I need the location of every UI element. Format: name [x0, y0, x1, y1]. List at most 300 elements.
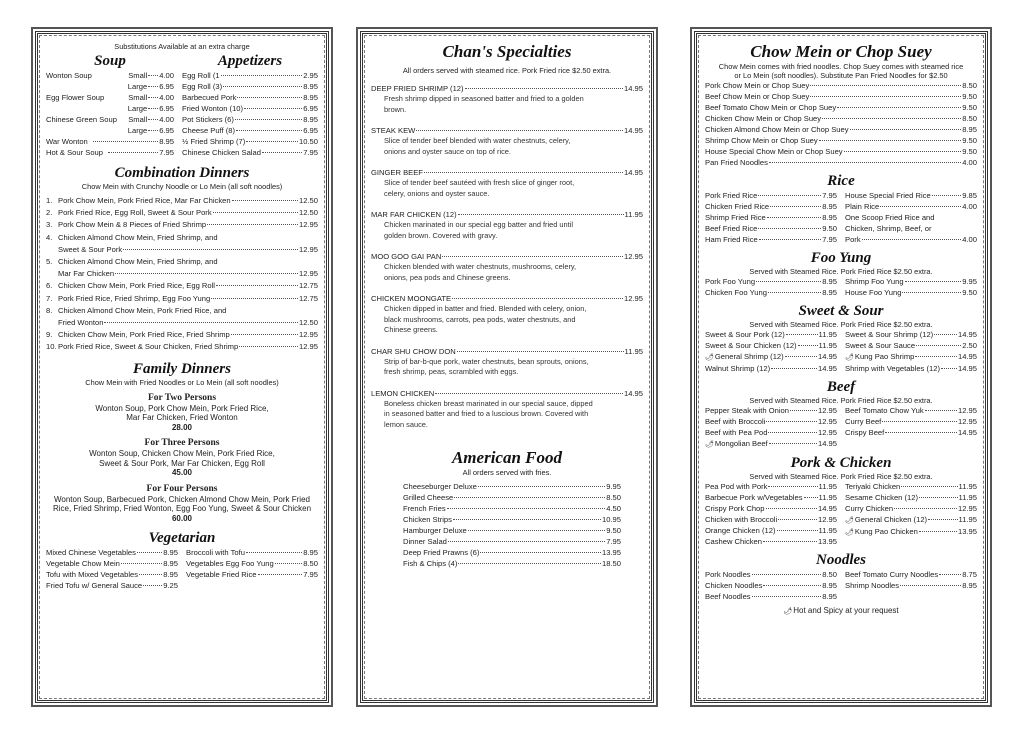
combination-number: 9.: [46, 330, 53, 340]
item-name: Kung Pao Chicken: [854, 527, 918, 536]
pork-chicken-title: Pork & Chicken: [790, 455, 892, 471]
chili-pepper-icon: 🌶︎: [845, 517, 854, 524]
item-price: 8.95: [822, 213, 837, 222]
item-name: Vegetables Egg Foo Yung: [186, 559, 274, 569]
combination-text: Chicken Almond Chow Mein, Fried Shrimp, and: [58, 232, 218, 242]
item-name: Shrimp Noodles: [845, 581, 900, 590]
family-price: 60.00: [171, 513, 193, 523]
combination-text: Pork Chow Mein, Pork Fried Rice, Mar Far Chicken: [58, 196, 231, 205]
menu-row: [845, 492, 977, 503]
item-price: 14.95: [817, 439, 837, 448]
specialty-row: [371, 125, 643, 136]
menu-row: [46, 547, 178, 558]
item-name: Cashew Chicken: [705, 537, 762, 546]
menu-row: [705, 503, 837, 514]
item-price: 8.95: [822, 581, 837, 590]
menu-row: [182, 70, 318, 81]
item-name: War Wonton: [46, 137, 88, 146]
combination-price: 12.75: [298, 281, 318, 291]
item-name: Pork Fried Rice: [705, 191, 758, 200]
menu-row: [845, 351, 977, 363]
menu-row: [705, 91, 977, 102]
combination-price: 12.75: [298, 293, 318, 303]
menu-row: [182, 103, 318, 114]
item-name: Sesame Chicken (12): [845, 493, 919, 502]
item-price: 10.50: [298, 137, 318, 146]
item-name: Barbecue Pork w/Vegetables: [705, 493, 803, 502]
item-price: 9.25: [163, 581, 178, 591]
menu-row: Chicken, Shrimp, Beef, or: [845, 224, 932, 233]
family-size-title: For Three Persons: [144, 438, 220, 449]
combination-price: 12.50: [298, 318, 318, 328]
family-items: Rice, Fried Shrimp, Fried Wonton, Egg Foo Yung, Sweet & Sour Chicken: [52, 504, 312, 514]
item-price: 9.95: [962, 277, 977, 286]
item-price: 14.95: [817, 504, 837, 513]
specialty-price: 14.95: [623, 126, 643, 135]
specialty-name: CHICKEN MOONGATE: [371, 294, 452, 303]
item-name: General Shrimp (12): [714, 352, 784, 361]
item-price: 8.95: [962, 125, 977, 134]
item-price: 10.95: [601, 515, 621, 524]
item-name: Hamburger Deluxe: [403, 526, 467, 535]
item-price: 12.95: [957, 406, 977, 415]
combination-number: 10.: [46, 342, 57, 352]
item-price: 11.95: [958, 482, 977, 491]
item-name: Barbecued Pork: [182, 93, 237, 102]
menu-row: [705, 405, 837, 416]
item-price: 8.95: [163, 570, 178, 580]
menu-row: [705, 329, 837, 340]
item-name: Chicken Noodles: [705, 581, 763, 590]
specialty-description: Slice of tender beef sautéed with fresh slice of ginger root,: [384, 178, 575, 187]
sweet-sour-list-right: [845, 329, 977, 374]
specialty-price: 14.95: [623, 388, 643, 398]
menu-row: [845, 514, 977, 526]
menu-row: [705, 525, 837, 536]
item-price: 8.95: [303, 82, 318, 91]
specialty-row: [371, 167, 643, 178]
menu-row: [705, 157, 977, 168]
menu-row: [186, 547, 318, 558]
menu-row: [845, 201, 977, 212]
item-name: Walnut Shrimp (12): [705, 364, 771, 373]
item-price: 8.95: [303, 115, 318, 124]
specialty-item: [371, 167, 643, 199]
item-price: 2.50: [962, 341, 977, 350]
item-price: 11.95: [818, 341, 837, 350]
combination-price: 12.95: [298, 330, 318, 340]
item-name: Mongolian Beef: [714, 439, 768, 448]
item-price: 6.95: [159, 126, 174, 135]
combination-number: 3.: [46, 220, 53, 230]
specialty-row: [371, 251, 643, 262]
menu-row: [845, 526, 977, 538]
specialty-description: onions and oyster sauce on top of rice.: [384, 146, 511, 156]
menu-row: [705, 113, 977, 124]
item-price: 11.95: [958, 493, 977, 502]
item-price: 6.95: [303, 104, 318, 113]
family-items: Wonton Soup, Chicken Chow Mein, Pork Fried Rice,: [89, 449, 275, 459]
foo-yung-list-left: [705, 276, 837, 298]
item-price: 9.50: [962, 92, 977, 101]
specialty-name: MOO GOO GAI PAN: [371, 252, 442, 261]
item-name: Pan Fried Noodles: [705, 158, 768, 167]
specialty-description: brown.: [384, 104, 407, 114]
combination-row: [46, 195, 318, 207]
combination-number: 6.: [46, 281, 53, 291]
item-price: 12.95: [957, 504, 977, 513]
specialty-item: [371, 293, 643, 336]
combination-text: Chicken Chow Mein, Pork Fried Rice, Egg Roll: [58, 281, 215, 291]
combination-price: 12.95: [298, 269, 318, 279]
menu-row: [705, 536, 837, 547]
item-price: 7.95: [303, 148, 318, 157]
specialty-description: Chicken dipped in batter and fried. Blended with celery, onion,: [384, 304, 587, 313]
item-name: Kung Pao Shrimp: [854, 352, 915, 361]
item-name: Egg Flower Soup: [46, 93, 105, 102]
hot-spicy-note: 🌶︎Hot and Spicy at your request: [783, 606, 899, 615]
item-name: Beef Tomato Chow Mein or Chop Suey: [705, 103, 837, 112]
item-price: 12.95: [957, 417, 977, 426]
item-name: Sweet & Sour Chicken (12): [705, 341, 797, 350]
menu-row: One Scoop Fried Rice and: [845, 213, 935, 222]
item-price: 13.95: [957, 527, 977, 536]
menu-row: [845, 481, 977, 492]
item-name: Broccoli with Tofu: [186, 548, 245, 558]
specialty-description: Chinese greens.: [384, 325, 438, 334]
item-name: Sweet & Sour Sauce: [845, 341, 916, 350]
combination-row: [46, 317, 318, 329]
item-name: General Chicken (12): [854, 515, 928, 524]
item-size: Small: [128, 93, 148, 102]
item-name: Hot & Sour Soup: [46, 148, 103, 157]
item-name: Pork Noodles: [705, 570, 751, 579]
menu-row: [845, 287, 977, 298]
item-name: Beef with Pea Pod: [705, 428, 768, 437]
item-name: Plain Rice: [845, 202, 880, 211]
menu-row: [182, 92, 318, 103]
item-price: 11.95: [818, 330, 837, 339]
noodles-list-left: [705, 569, 837, 602]
menu-row: [845, 427, 977, 438]
sweet-sour-note: Served with Steamed Rice. Pork Fried Rice $2.50 extra.: [749, 320, 933, 329]
sweet-sour-title: Sweet & Sour: [798, 303, 884, 319]
beef-list-right: [845, 405, 977, 450]
specialty-name: GINGER BEEF: [371, 168, 423, 177]
item-price: 13.95: [817, 537, 837, 546]
menu-row: [46, 92, 174, 103]
combination-number: 8.: [46, 305, 53, 315]
specialty-row: [371, 209, 643, 220]
specialty-item: [371, 346, 643, 378]
combination-number: 5.: [46, 257, 53, 267]
item-name: Teriyaki Chicken: [845, 482, 901, 491]
family-items: Mar Far Chicken, Fried Wonton: [126, 413, 238, 423]
item-price: 4.00: [159, 115, 174, 124]
menu-row: [845, 329, 977, 340]
item-name: Chinese Green Soup: [46, 115, 117, 124]
specialty-price: 14.95: [623, 168, 643, 177]
item-name: Chicken Fried Rice: [705, 202, 770, 211]
specialty-description: lemon sauce.: [384, 419, 428, 429]
menu-row: [705, 416, 837, 427]
item-name: Dinner Salad: [403, 537, 447, 546]
specialty-description: Strip of bar-b-que pork, water chestnuts, bean sprouts, onions,: [384, 356, 589, 366]
combination-row: [46, 244, 318, 256]
item-price: 9.50: [962, 288, 977, 297]
combination-text: Pork Fried Rice, Sweet & Sour Chicken, Fried Shrimp: [58, 342, 239, 352]
menu-row: [845, 363, 977, 374]
item-name: Beef Fried Rice: [705, 224, 758, 233]
item-price: 8.95: [303, 548, 318, 558]
menu-row: [705, 80, 977, 91]
item-price: 8.95: [822, 288, 837, 297]
item-price: 4.50: [606, 504, 621, 513]
menu-row: [845, 503, 977, 514]
pork-chicken-list-right: [845, 481, 977, 547]
menu-row: [182, 147, 318, 158]
combination-price: 12.95: [298, 342, 318, 352]
item-name: Ham Fried Rice: [705, 235, 758, 244]
family-dinners-title: Family Dinners: [133, 360, 231, 377]
menu-row: [403, 481, 621, 492]
item-price: 6.95: [303, 126, 318, 135]
family-note: Chow Mein with Fried Noodles or Lo Mein (all soft noodles): [85, 377, 279, 387]
chili-pepper-icon: 🌶︎: [845, 354, 854, 361]
item-name: Grilled Cheese: [403, 493, 454, 502]
item-price: 9.95: [606, 482, 621, 491]
item-name: House Special Fried Rice: [845, 191, 931, 200]
menu-row: [182, 81, 318, 92]
family-price: 28.00: [171, 422, 193, 432]
combination-note: Chow Mein with Crunchy Noodle or Lo Mein (all soft noodles): [81, 182, 283, 191]
item-price: 11.95: [818, 526, 837, 535]
item-price: 14.95: [957, 428, 977, 437]
chili-pepper-icon: 🌶︎: [705, 354, 714, 361]
specialties-note: All orders served with steamed rice. Pork Fried rice $2.50 extra.: [402, 66, 612, 75]
specialty-name: CHAR SHU CHOW DON: [371, 346, 456, 356]
combination-row: [46, 232, 318, 244]
item-price: 9.50: [962, 103, 977, 112]
item-name: Vegetable Fried Rice: [186, 570, 257, 580]
specialty-description: Chicken blended with water chestnuts, mushrooms, celery,: [384, 262, 577, 271]
chili-pepper-icon: 🌶︎: [783, 608, 793, 615]
menu-row: [705, 427, 837, 438]
specialty-item: [371, 209, 643, 241]
item-price: 14.95: [817, 364, 837, 373]
soup-title: Soup: [94, 53, 126, 69]
item-name: Chicken Foo Yung: [705, 288, 767, 297]
item-price: 4.00: [159, 71, 174, 80]
foo-yung-list-right: [845, 276, 977, 298]
combination-number: 4.: [46, 232, 53, 242]
menu-row: [705, 102, 977, 113]
menu-row: [845, 190, 977, 201]
chow-note-2: or Lo Mein (soft noodles). Substitute Pan Fried Noodles for $2.50: [734, 71, 948, 80]
item-price: 12.95: [817, 417, 837, 426]
menu-row: [46, 125, 174, 136]
combination-text: Pork Chow Mein & 8 Pieces of Fried Shrimp: [58, 220, 207, 230]
menu-row: [705, 363, 837, 374]
item-price: 6.95: [159, 104, 174, 113]
item-price: 7.95: [822, 191, 837, 200]
menu-row: [705, 212, 837, 223]
item-name: Beef Chow Mein or Chop Suey: [705, 92, 810, 101]
menu-row: [705, 124, 977, 135]
substitutions-note: Substitutions Available at an extra charge: [114, 42, 250, 51]
menu-row: [182, 125, 318, 136]
menu-row: [845, 580, 977, 591]
menu-row: [46, 569, 178, 580]
item-price: 4.00: [962, 202, 977, 211]
item-price: 8.50: [962, 81, 977, 90]
rice-list-left: [705, 190, 837, 245]
item-size: Large: [127, 104, 148, 113]
item-price: 9.50: [822, 224, 837, 233]
specialties-title: Chan's Specialties: [442, 42, 572, 61]
item-name: Shrimp Fried Rice: [705, 213, 766, 222]
combination-row: [46, 293, 318, 305]
item-name: Shrimp Chow Mein or Chop Suey: [705, 136, 818, 145]
menu-row: [705, 340, 837, 351]
menu-row: [46, 147, 174, 158]
combination-text: Pork Fried Rice, Egg Roll, Sweet & Sour Pork: [58, 208, 212, 218]
specialty-price: 11.95: [624, 210, 643, 219]
family-size-title: For Two Persons: [147, 392, 217, 403]
item-price: 8.50: [606, 493, 621, 502]
menu-row: [705, 146, 977, 157]
item-price: 8.75: [962, 570, 977, 579]
menu-row: [705, 201, 837, 212]
menu-row: [182, 136, 318, 147]
foo-yung-title: Foo Yung: [810, 250, 872, 266]
specialty-price: 12.95: [623, 252, 643, 261]
item-price: 8.50: [962, 114, 977, 123]
specialty-row: [371, 293, 643, 304]
item-name: Crispy Pork Chop: [705, 504, 765, 513]
item-price: 2.95: [303, 71, 318, 80]
item-name: Beef with Broccoli: [705, 417, 766, 426]
menu-row: [705, 591, 837, 602]
family-list: [46, 387, 318, 524]
item-size: Small: [128, 71, 148, 80]
menu-row: [705, 481, 837, 492]
combination-text: Mar Far Chicken: [58, 269, 115, 279]
combination-text: Fried Wonton: [58, 318, 104, 328]
menu-row: [46, 81, 174, 92]
menu-row: [46, 103, 174, 114]
menu-row: [705, 492, 837, 503]
menu-row: [705, 514, 837, 525]
item-name: Chicken Chow Mein or Chop Suey: [705, 114, 822, 123]
menu-row: [403, 525, 621, 536]
item-name: Cheese Puff (8): [182, 126, 236, 135]
item-name: Chinese Chicken Salad: [182, 148, 261, 157]
menu-row: [46, 114, 174, 125]
menu-panel-center: [360, 31, 654, 703]
combination-row: [46, 256, 318, 268]
vegetarian-list-left: [46, 547, 178, 591]
combination-number: 2.: [46, 208, 53, 218]
item-price: 11.95: [958, 515, 977, 524]
specialty-description: Chicken marinated in our special egg batter and fried until: [384, 220, 573, 229]
item-name: Sweet & Sour Shrimp (12): [845, 330, 934, 339]
family-items: Wonton Soup, Pork Chow Mein, Pork Fried Rice,: [95, 403, 269, 413]
item-name: Chicken with Broccoli: [705, 515, 778, 524]
specialty-row: [371, 346, 643, 357]
menu-row: [845, 340, 977, 351]
specialties-list: [371, 83, 643, 430]
item-name: Chicken Strips: [403, 515, 452, 524]
menu-row: [705, 569, 837, 580]
specialty-name: MAR FAR CHICKEN (12): [371, 210, 457, 219]
menu-row: [182, 114, 318, 125]
appetizers-title: Appetizers: [217, 53, 283, 69]
combination-row: [46, 341, 318, 353]
item-name: House Foo Yung: [845, 288, 902, 297]
menu-row: [403, 514, 621, 525]
item-price: 4.00: [159, 93, 174, 102]
item-price: 12.95: [817, 406, 837, 415]
specialty-description: Fresh shrimp dipped in seasoned batter and fried to a golden: [384, 94, 584, 103]
beef-note: Served with Steamed Rice. Pork Fried Rice $2.50 extra.: [749, 396, 933, 405]
menu-row: [403, 492, 621, 503]
item-name: Tofu with Mixed Vegetables: [46, 570, 139, 580]
specialty-item: [371, 251, 643, 283]
menu-row: [403, 503, 621, 514]
item-name: Chicken Almond Chow Mein or Chop Suey: [705, 125, 849, 134]
chow-mein-list: [705, 80, 977, 168]
chow-note-1: Chow Mein comes with fried noodles. Chop Suey comes with steamed rice: [718, 62, 964, 71]
chow-mein-title: Chow Mein or Chop Suey: [750, 42, 932, 61]
specialty-price: 14.95: [623, 84, 643, 93]
item-name: Pork Chow Mein or Chop Suey: [705, 81, 810, 90]
item-price: 8.95: [159, 137, 174, 146]
item-name: Orange Chicken (12): [705, 526, 776, 535]
item-price: 7.95: [159, 148, 174, 157]
menu-row: [705, 223, 837, 234]
menu-row: [705, 438, 837, 450]
item-name: Cheeseburger Deluxe: [403, 482, 477, 491]
specialty-description: in seasoned batter and fried to a luscious brown. Covered with: [384, 409, 589, 418]
item-name: Egg Roll (3): [182, 82, 223, 91]
item-name: Shrimp with Vegetables (12): [845, 364, 940, 373]
item-name: Deep Fried Prawns (6): [403, 548, 480, 557]
item-name: Curry Chicken: [845, 504, 894, 513]
combination-price: 12.95: [298, 244, 318, 254]
menu-row: [705, 351, 837, 363]
specialty-description: fresh shrimp, peas, scrambled with eggs.: [384, 367, 519, 376]
combination-list: [46, 195, 318, 354]
menu-row: [705, 580, 837, 591]
item-name: ½ Fried Shrimp (7): [182, 137, 246, 146]
item-size: Large: [127, 82, 148, 91]
chili-pepper-icon: 🌶︎: [845, 529, 854, 536]
item-name: Beef Tomato Chow Yuk: [845, 406, 924, 415]
item-name: French Fries: [403, 504, 446, 513]
combination-row: [46, 280, 318, 292]
item-price: 8.95: [163, 559, 178, 569]
family-items: Wonton Soup, Barbecued Pork, Chicken Almond Chow Mein, Pork Fried: [54, 494, 310, 504]
menu-row: [403, 536, 621, 547]
item-price: 8.95: [962, 581, 977, 590]
item-name: Sweet & Sour Pork (12): [705, 330, 785, 339]
item-price: 14.95: [957, 330, 977, 339]
item-price: 7.95: [303, 570, 318, 580]
menu-row: [186, 569, 318, 580]
combination-text: Chicken Almond Chow Mein, Pork Fried Rice, and: [58, 305, 227, 315]
combination-number: 1.: [46, 196, 53, 205]
